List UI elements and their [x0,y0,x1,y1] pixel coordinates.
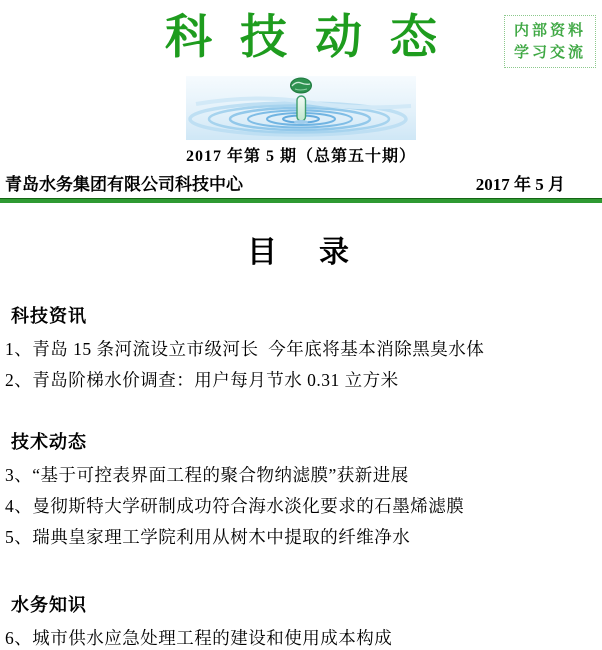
toc-item-4: 4、曼彻斯特大学研制成功符合海水淡化要求的石墨烯滤膜 [5,496,465,516]
toc-item-3: 3、“基于可控表界面工程的聚合物纳滤膜”获新进展 [5,465,409,485]
section-title: 科技资讯 [11,306,87,326]
toc-heading: 目 录 [247,236,355,269]
internal-material-box [504,15,596,68]
toc-section-tech-news [0,304,602,392]
green-globe-icon [291,78,312,93]
water-ripple-image [186,76,416,140]
issue-line: 2017 年第 5 期（总第五十期） [185,148,416,165]
section-title: 技术动态 [11,432,87,452]
toc-body [0,304,602,650]
internal-material-line1: 内部资料 [513,23,586,39]
publication-date: 2017 年 5 月 [475,175,565,194]
toc-section-tech-trends [0,430,602,549]
toc-item-5: 5、瑞典皇家理工学院利用从树木中提取的纤维净水 [5,527,411,547]
newsletter-cover-page [0,10,602,650]
section-title: 水务知识 [11,595,87,615]
newsletter-title: 科技动态 [165,12,465,64]
publisher-row [0,170,602,195]
water-ripple-graphic [186,76,416,140]
toc-item-6: 6、城市供水应急处理工程的建设和使用成本构成 [5,628,393,648]
publisher-name: 青岛水务集团有限公司科技中心 [5,175,243,194]
toc-item-1: 1、青岛 15 条河流设立市级河长 今年底将基本消除黑臭水体 [5,339,485,359]
green-divider-rule [0,198,602,203]
internal-material-line2: 学习交流 [513,45,586,61]
toc-item-2: 2、青岛阶梯水价调查：用户每月节水 0.31 立方米 [5,370,399,390]
toc-section-water-knowledge [0,593,602,650]
